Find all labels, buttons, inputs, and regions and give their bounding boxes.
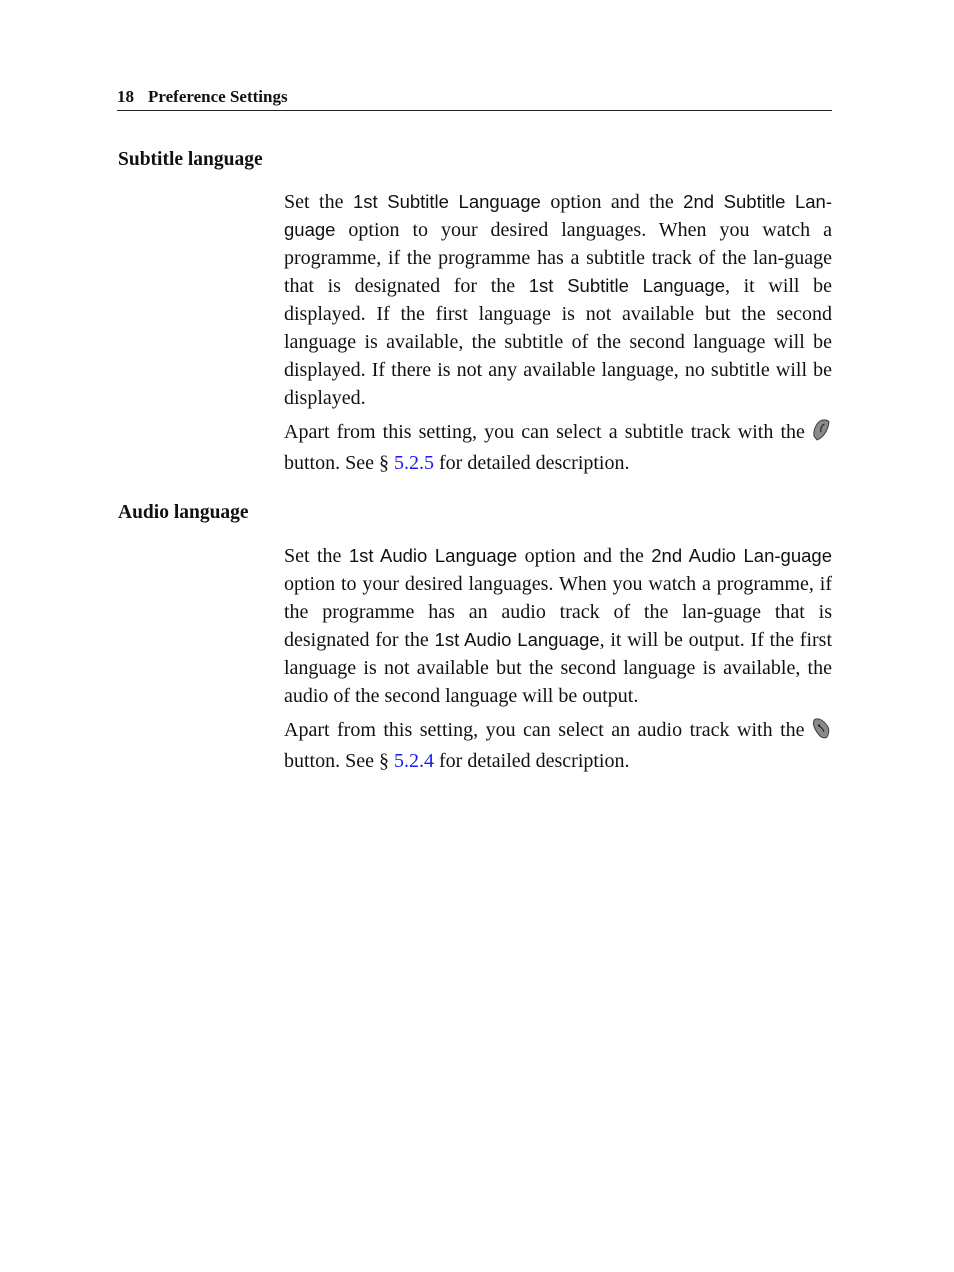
text: Apart from this setting, you can select an audio track with the [284,719,812,741]
paragraph [284,188,832,412]
section-heading-subtitle-language: Subtitle language [118,149,263,170]
text: option to your desired languages. When you watch a programme, if the programme has a subtitle track of the lan-guage that is designated for the [284,219,832,297]
running-header [117,86,832,111]
cross-reference-link[interactable]: 5.2.5 [394,452,434,474]
text: Set the [284,545,349,567]
option-name: 1st Subtitle Language [528,275,725,296]
text: option to your desired languages. When you watch a programme, if the programme has an audio track of the lan-guage that is designated for the [284,573,832,651]
option-name: 1st Subtitle Language [352,191,541,212]
option-name: guage [780,545,832,566]
section-body-subtitle-language [284,188,832,483]
text: Apart from this setting, you can select a subtitle track with the [284,421,812,443]
chapter-title: Preference Settings [148,87,288,106]
page-number: 18 [117,87,134,106]
text: for detailed description. [434,750,630,772]
text: option and the [540,191,684,213]
option-name: 2nd Subtitle Lan- [683,191,832,212]
text: , it will be output. If the first language is not available but the second language is available, the audio of the second language will be output. [284,629,833,707]
paragraph [284,418,832,477]
text: for detailed description. [434,452,630,474]
audio-button-icon [812,717,830,747]
option-name: 1st Audio Language [348,545,518,566]
option-name: guage [284,219,336,240]
text: , it will be displayed. If the first language is not available but the second language is available, the subtitle of the second language will be displayed. If there is not any available language, no subtitle will be displayed. [284,275,832,409]
text: button. See § [284,452,394,474]
text: option and the [517,545,652,567]
paragraph [284,716,832,775]
cross-reference-link[interactable]: 5.2.4 [394,750,434,772]
section-body-audio-language [284,542,832,781]
option-name: 1st Audio Language [434,629,600,650]
subtitle-button-icon [812,419,830,449]
option-name: 2nd Audio Lan- [651,545,781,566]
paragraph [284,542,832,710]
text: button. See § [284,750,394,772]
section-heading-audio-language: Audio language [118,502,249,523]
text: Set the [284,191,353,213]
